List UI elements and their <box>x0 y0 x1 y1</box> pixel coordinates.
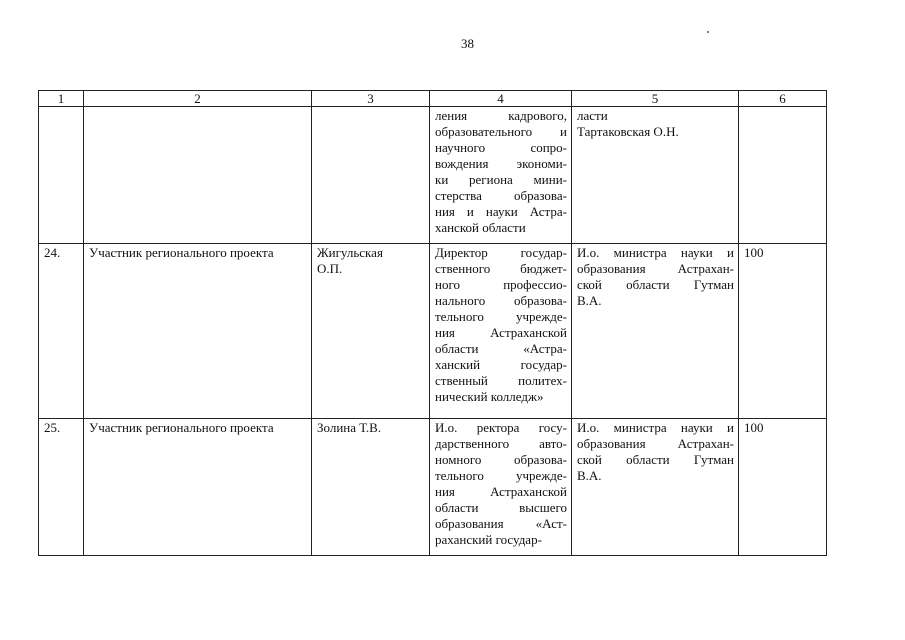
word: образова- <box>513 293 567 308</box>
text-line <box>435 357 567 373</box>
word: Астраханской <box>490 325 567 340</box>
supervisor-cell <box>572 244 739 419</box>
role-cell: Участник регионального проекта <box>84 244 312 419</box>
position-cell <box>430 244 572 419</box>
text-line <box>435 420 567 436</box>
text-line <box>577 436 734 452</box>
text-line <box>435 389 567 405</box>
scan-speck <box>707 31 709 33</box>
word: государ- <box>520 357 567 372</box>
table-row <box>39 244 827 419</box>
word: Астрахан- <box>677 261 734 276</box>
word: ления <box>435 108 468 123</box>
word: учрежде- <box>515 309 567 324</box>
text-line <box>435 500 567 516</box>
column-number: 3 <box>312 91 430 107</box>
word: Астраханской <box>490 484 567 499</box>
word: нический колледж» <box>435 389 544 404</box>
text-line <box>435 452 567 468</box>
text-line <box>435 309 567 325</box>
text-line <box>435 293 567 309</box>
text-line <box>435 341 567 357</box>
word: науки <box>485 204 518 219</box>
word: Директор <box>435 245 488 260</box>
word: ния <box>435 204 455 219</box>
text-line <box>577 261 734 277</box>
supervisor-cell <box>572 107 739 244</box>
word: региона <box>469 172 513 187</box>
row-number-cell: 24. <box>39 244 84 419</box>
text-line <box>435 124 567 140</box>
word: В.А. <box>577 468 602 483</box>
percent-cell <box>739 107 827 244</box>
word: И.о. <box>577 420 600 435</box>
word: ки <box>435 172 449 187</box>
row-number-cell <box>39 107 84 244</box>
word: учрежде- <box>515 468 567 483</box>
word: экономи- <box>516 156 567 171</box>
column-number: 4 <box>430 91 572 107</box>
column-number: 5 <box>572 91 739 107</box>
word: образования <box>435 516 504 531</box>
word: ного <box>435 277 460 292</box>
word: мини- <box>533 172 567 187</box>
table-row <box>39 107 827 244</box>
text-line <box>435 220 567 236</box>
text-line <box>435 172 567 188</box>
percent-cell: 100 <box>739 419 827 556</box>
text-line <box>435 373 567 389</box>
text-line <box>435 261 567 277</box>
page-number: 38 <box>461 36 474 51</box>
word: ской <box>577 452 602 467</box>
word: образовательного <box>435 124 533 139</box>
position-cell <box>430 419 572 556</box>
word: и <box>560 124 567 139</box>
word: и <box>466 204 474 219</box>
text-line <box>435 156 567 172</box>
word: ственный <box>435 373 488 388</box>
word: ния <box>435 484 455 499</box>
column-number: 2 <box>84 91 312 107</box>
word: ханской области <box>435 220 526 235</box>
word: образова- <box>513 188 567 203</box>
word: политех- <box>518 373 567 388</box>
text-line <box>435 436 567 452</box>
row-number-cell: 25. <box>39 419 84 556</box>
word: образования <box>577 261 646 276</box>
word: министра <box>613 245 667 260</box>
text-line <box>577 277 734 293</box>
text-line <box>435 532 567 548</box>
text-line <box>577 108 734 124</box>
text-line <box>577 124 734 140</box>
name-cell <box>312 244 430 419</box>
text-line <box>435 245 567 261</box>
text-line <box>577 452 734 468</box>
word: образования <box>577 436 646 451</box>
word: Гутман <box>693 452 734 467</box>
word: профессио- <box>503 277 567 292</box>
word: и <box>727 420 734 435</box>
text-line <box>577 245 734 261</box>
word: научного <box>435 140 486 155</box>
name-line: Золина Т.В. <box>317 420 382 435</box>
word: ханский <box>435 357 481 372</box>
percent-cell: 100 <box>739 244 827 419</box>
word: нального <box>435 293 486 308</box>
supervisor-cell <box>572 419 739 556</box>
word: Астра- <box>529 204 567 219</box>
word: области <box>435 341 479 356</box>
word: кадрового, <box>508 108 567 123</box>
word: В.А. <box>577 293 602 308</box>
word: образова- <box>513 452 567 467</box>
text-line <box>435 516 567 532</box>
role-cell <box>84 107 312 244</box>
text-line <box>435 140 567 156</box>
word: государ- <box>520 245 567 260</box>
word: ской <box>577 277 602 292</box>
word: номного <box>435 452 482 467</box>
table-row <box>39 419 827 556</box>
word: вождения <box>435 156 489 171</box>
word: И.о. <box>435 420 458 435</box>
word: тельного <box>435 309 484 324</box>
word: области <box>435 500 479 515</box>
name-cell <box>312 107 430 244</box>
word: раханский <box>435 532 493 547</box>
word: И.о. <box>577 245 600 260</box>
role-cell: Участник регионального проекта <box>84 419 312 556</box>
word: государ- <box>495 532 542 547</box>
word: ректора <box>476 420 520 435</box>
word: ласти <box>577 108 608 123</box>
text-line <box>435 204 567 220</box>
text-line <box>577 293 734 309</box>
word: науки <box>680 245 713 260</box>
word: бюджет- <box>520 261 567 276</box>
word: «Аст- <box>535 516 567 531</box>
text-line <box>435 277 567 293</box>
word: стерства <box>435 188 482 203</box>
name-line: О.П. <box>317 261 343 276</box>
word: министра <box>613 420 667 435</box>
word: дарственного <box>435 436 510 451</box>
name-line: Жигульская <box>317 245 383 260</box>
word: области <box>626 452 670 467</box>
word: науки <box>680 420 713 435</box>
word: госу- <box>538 420 567 435</box>
column-number: 1 <box>39 91 84 107</box>
column-number-row <box>39 91 827 107</box>
text-line <box>435 325 567 341</box>
word: высшего <box>519 500 567 515</box>
word: Тартаковская О.Н. <box>577 124 679 139</box>
column-number: 6 <box>739 91 827 107</box>
word: «Астра- <box>523 341 567 356</box>
word: сопро- <box>530 140 567 155</box>
name-cell <box>312 419 430 556</box>
text-line <box>435 108 567 124</box>
word: ния <box>435 325 455 340</box>
word: Астрахан- <box>677 436 734 451</box>
word: и <box>727 245 734 260</box>
text-line <box>577 420 734 436</box>
text-line <box>435 188 567 204</box>
assignment-table <box>38 90 827 556</box>
text-line <box>435 468 567 484</box>
word: области <box>626 277 670 292</box>
text-line <box>577 468 734 484</box>
word: Гутман <box>693 277 734 292</box>
position-cell <box>430 107 572 244</box>
word: ственного <box>435 261 491 276</box>
word: авто- <box>539 436 567 451</box>
word: тельного <box>435 468 484 483</box>
text-line <box>435 484 567 500</box>
